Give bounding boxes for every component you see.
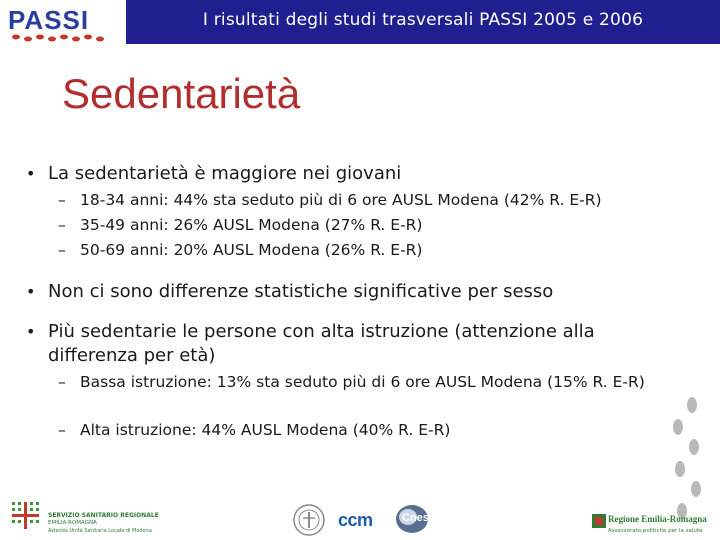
header-bar [126,0,720,44]
dash-marker: – [58,421,66,439]
rer-logo [592,512,716,538]
dash-marker: – [58,191,66,209]
rer-flag-icon [592,514,606,528]
bullet-1-text: La sedentarietà è maggiore nei giovani [48,163,402,184]
bullet-dot: • [26,164,36,183]
passi-logo [6,3,124,43]
bullet-2-text: Non ci sono differenze statistiche significative per sesso [48,281,554,302]
ccm-logo: ccm [338,510,373,530]
bullet-dot: • [26,322,36,341]
subitem-1-2 [58,214,423,236]
slide-title: Sedentarietà [62,70,301,117]
subitem-text: 35-49 anni: 26% AUSL Modena (27% R. E-R) [80,216,423,234]
subitem-1-1 [58,189,602,211]
institute-seal-icon [292,503,326,537]
cnesps-logo [394,503,444,535]
ssr-line1: SERVIZIO SANITARIO REGIONALE [48,512,159,519]
ssr-line2: EMILIA-ROMAGNA [48,520,97,526]
rer-name: Regione Emilia-Romagna [608,514,707,524]
subitem-3-2 [58,419,451,441]
subitem-text: 18-34 anni: 44% sta seduto più di 6 ore AUSL Modena (42% R. E-R) [80,191,602,209]
subitem-1-3 [58,239,423,261]
dash-marker: – [58,373,66,391]
cnesps-text: Cnesps [402,512,442,524]
bullet-dot: • [26,282,36,301]
subitem-text: Bassa istruzione: 13% sta seduto più di 6 ore AUSL Modena (15% R. E-R) [80,373,645,391]
bullet-2 [26,280,554,304]
subitem-text: 50-69 anni: 20% AUSL Modena (26% R. E-R) [80,241,423,259]
ssr-grid-icon [10,498,44,534]
subitem-3-1 [58,371,710,393]
rer-subtitle: Assessorato politiche per la salute [608,528,703,534]
ssr-line3: Azienda Unità Sanitaria Locale di Modena [48,528,152,534]
bullet-3-text: Più sedentarie le persone con alta istruzione (attenzione alla differenza per età) [48,321,595,366]
subitem-text: Alta istruzione: 44% AUSL Modena (40% R. E-R) [80,421,451,439]
dash-marker: – [58,241,66,259]
bullet-1 [26,162,402,186]
ssr-logo [10,498,180,538]
dash-marker: – [58,216,66,234]
bullet-3 [26,320,678,368]
header-title: I risultati degli studi trasversali PASSI 2005 e 2006 [202,10,644,30]
svg-text:PASSI: PASSI [8,5,90,35]
